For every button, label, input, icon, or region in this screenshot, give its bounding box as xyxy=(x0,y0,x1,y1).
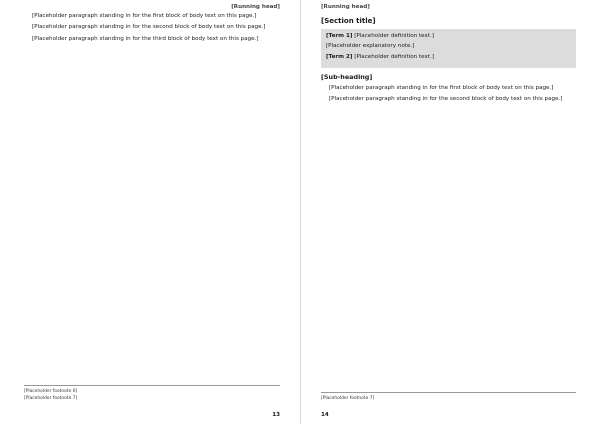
running-head: [Running head] xyxy=(231,4,280,10)
body-paragraph: [Placeholder paragraph standing in for the first block of body text on this page.] xyxy=(32,13,257,19)
page-number: 14 xyxy=(321,412,329,418)
definition-text: [Placeholder definition text.] xyxy=(354,53,434,60)
definition-term: [Term 2] xyxy=(326,53,353,60)
footnote: [Placeholder footnote 7] xyxy=(24,396,78,402)
definition-box xyxy=(321,29,576,68)
footnotes xyxy=(24,385,280,404)
definition-entry xyxy=(326,33,571,40)
body-paragraph: [Placeholder paragraph standing in for the second block of body text on this page.] xyxy=(32,24,266,31)
page-number: 13 xyxy=(272,412,280,418)
footnote: [Placeholder footnote 6] xyxy=(24,388,78,394)
footnotes xyxy=(321,392,576,404)
footnote: [Placeholder footnote 7] xyxy=(321,396,375,402)
definition-term: [Term 1] xyxy=(326,33,353,39)
definition-entry xyxy=(326,54,571,61)
section-title: [Section title] xyxy=(321,17,376,25)
body-paragraph: [Placeholder paragraph standing in for the second block of body text on this page.] xyxy=(329,96,563,103)
running-head: [Running head] xyxy=(321,4,370,10)
body-paragraph: [Placeholder paragraph standing in for the first block of body text on this page.] xyxy=(329,84,554,91)
sub-heading: [Sub-heading] xyxy=(321,72,373,81)
right-page xyxy=(300,0,600,424)
body-paragraph: [Placeholder paragraph standing in for the third block of body text on this page.] xyxy=(32,35,259,42)
definition-text: [Placeholder explanatory note.] xyxy=(326,43,415,50)
definition-text: [Placeholder definition text.] xyxy=(354,33,434,39)
definition-entry xyxy=(326,43,571,50)
